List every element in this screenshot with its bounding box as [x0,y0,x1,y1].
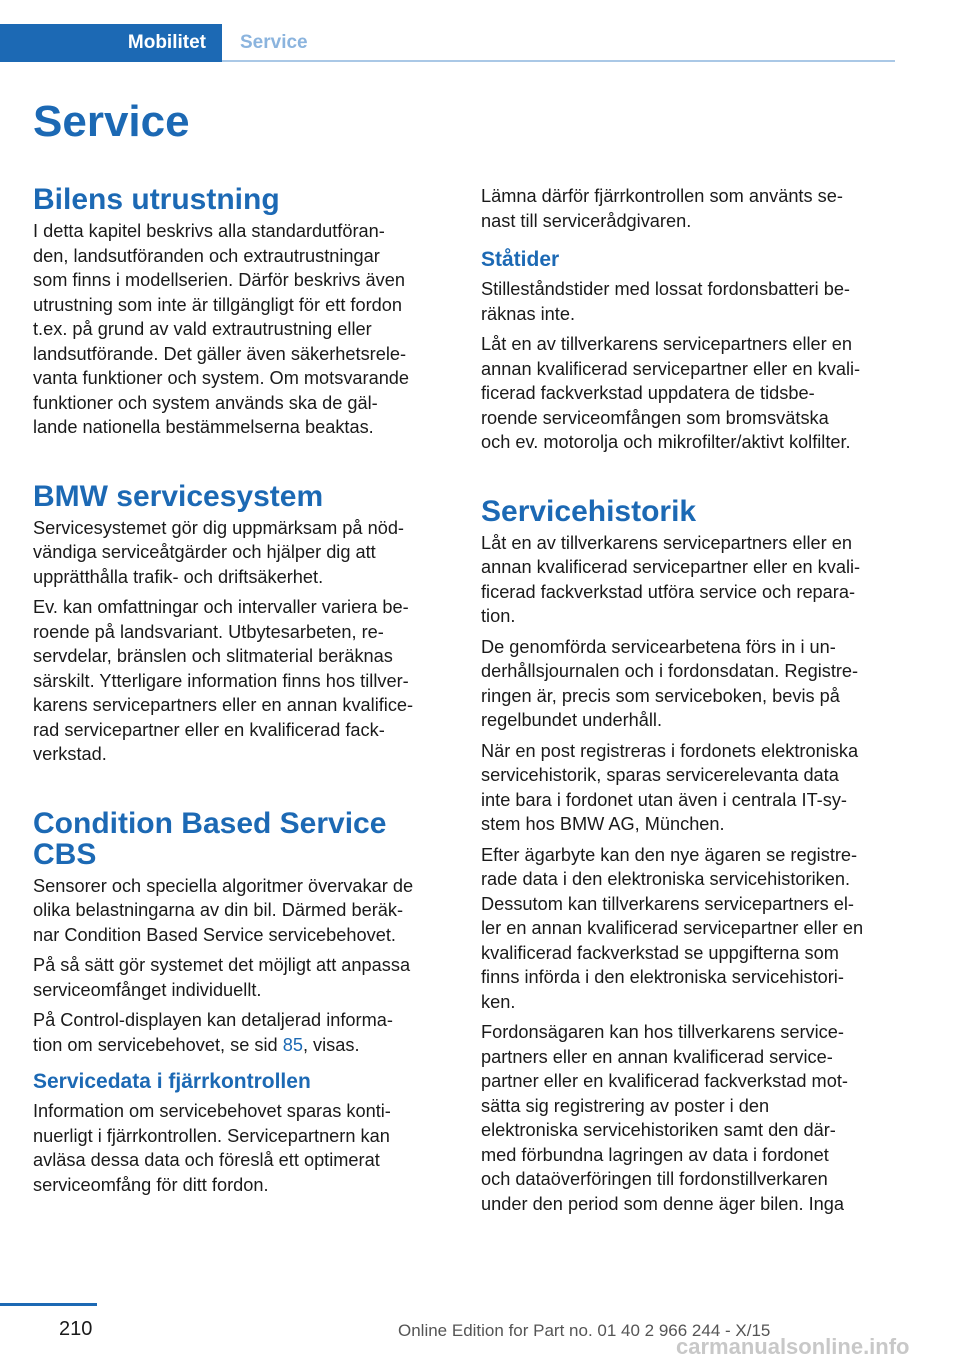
text-line: I detta kapitel beskrivs alla standardutföran- [33,221,385,241]
text-line: nast till servicerådgivaren. [481,210,692,231]
text-line: funktioner och system används ska de gäl- [33,392,378,413]
heading-bmw-servicesystem: BMW servicesystem [33,479,324,513]
text-line: inte bara i fordonet utan även i centrala IT-sy- [481,789,847,810]
text-line: ken. [481,991,516,1012]
text-line: Lämna därför fjärrkontrollen som använts se- [481,186,843,206]
text-line: roende serviceomfången som bromsvätska [481,407,829,428]
paragraph-cbs-3 [33,1008,448,1057]
right-column [481,184,896,1216]
text-line: utrustning som inte är tillgängligt för ett fordon [33,294,402,315]
paragraph-history-5 [481,1020,896,1216]
text-line: under den period som denne äger bilen. Inga [481,1193,845,1214]
text-line: roende på landsvariant. Utbytesarbeten, re- [33,621,384,642]
text-line: Servicesystemet gör dig uppmärksam på nöd- [33,517,404,538]
paragraph-remote [33,1099,448,1197]
text-line: sätta sig registrering av poster i den [481,1095,770,1116]
heading-bilens-utrustning: Bilens utrustning [33,183,280,216]
text-line: derhållsjournalen och i fordonsdatan. Registre- [481,661,859,681]
text-line: ler en annan kvalificerad servicepartner eller en [481,918,864,938]
paragraph-cbs-3-line1: På Control-displayen kan detaljerad informa- [33,1010,393,1030]
tab-mobilitet-label: Mobilitet [127,32,206,53]
heading-statider: Ståtider [481,248,560,271]
text-line: När en post registreras i fordonets elektroniska [481,740,859,761]
text-line: verkstad. [33,744,107,764]
text-line: servdelar, bränslen och slitmaterial beräknas [33,646,393,666]
paragraph-cbs-1 [33,874,448,948]
text-line: den, landsutföranden och extrautrustningar [33,245,380,266]
text-line: landsutförande. Det gäller även säkerhetsrele- [33,343,407,364]
text-line: räknas inte. [481,303,576,324]
text-line: ficerad fackverkstad uppdatera de tidsbe- [481,383,815,403]
text-line: De genomförda servicearbetena förs in i un- [481,636,836,657]
heading-condition-based-service [33,808,448,870]
paragraph-remote-continued [481,184,896,233]
paragraph-cbs-3-post: , visas. [302,1034,360,1055]
text-line: avläsa dessa data och föreslå ett optimerat [33,1150,380,1170]
page-link-85[interactable]: 85 [282,1034,303,1055]
text-line: Dessutom kan tillverkarens servicepartners el- [481,893,854,914]
text-line: stem hos BMW AG, München. [481,814,725,834]
page-number-rule [0,1303,97,1306]
text-line: som finns i modellserien. Därför beskrivs även [33,270,405,290]
text-line: Låt en av tillverkarens servicepartners eller en [481,532,852,553]
paragraph-history-4 [481,843,896,1015]
tab-service[interactable] [240,24,308,62]
heading-cbs-line1: Condition Based Service [33,806,387,840]
text-line: vändiga serviceåtgärder och hjälper dig att [33,542,376,562]
text-line: Sensorer och speciella algoritmer övervakar de [33,875,414,896]
text-line: Efter ägarbyte kan den nye ägaren se registre- [481,844,858,865]
text-line: annan kvalificerad servicepartner eller en kvali- [481,358,861,379]
text-line: rade data i den elektroniska servicehistoriken. [481,869,850,889]
site-watermark: carmanualsonline.info [676,1334,910,1359]
chapter-header [0,24,895,62]
text-line: och dataöverföringen till fordonstillverkaren [481,1169,828,1189]
text-line: ficerad fackverkstad utföra service och repara- [481,581,856,602]
heading-servicedata-remote: Servicedata i fjärrkontrollen [33,1070,311,1093]
text-line: regelbundet underhåll. [481,710,663,730]
paragraph-bmw-1 [33,516,448,590]
text-line: upprätthålla trafik- och driftsäkerhet. [33,566,324,587]
text-line: Ev. kan omfattningar och intervaller variera be- [33,597,409,617]
left-column [33,184,448,1197]
header-divider [222,60,895,62]
text-line: annan kvalificerad servicepartner eller en kvali- [481,557,861,577]
text-line: lande nationella bestämmelserna beaktas. [33,417,374,437]
text-line: Fordonsägaren kan hos tillverkarens service- [481,1022,844,1042]
paragraph-standstill-1 [481,277,896,326]
text-line: olika belastningarna av din bil. Därmed beräk- [33,900,404,920]
paragraph-history-2 [481,635,896,733]
text-line: serviceomfång för ditt fordon. [33,1174,269,1195]
text-line: finns införda i den elektroniska servicehistori- [481,967,844,987]
text-line: partner eller en kvalificerad fackverkstad mot- [481,1071,848,1091]
text-line: På så sätt gör systemet det möjligt att anpassa [33,955,411,975]
tab-mobilitet[interactable] [0,24,222,62]
paragraph-cbs-3-pre: tion om servicebehovet, se sid [33,1034,283,1055]
paragraph-standstill-2 [481,332,896,455]
heading-servicehistorik: Servicehistorik [481,494,697,528]
text-line: partners eller en annan kvalificerad service- [481,1046,833,1067]
paragraph-cbs-2 [33,953,448,1002]
text-line: Stilleståndstider med lossat fordonsbatteri be- [481,279,850,299]
tab-service-label: Service [240,32,308,53]
text-line: nar Condition Based Service servicebehovet. [33,924,396,945]
text-line: Låt en av tillverkarens servicepartners eller en [481,334,852,354]
text-line: elektroniska servicehistoriken samt den där- [481,1120,836,1140]
paragraph-history-3 [481,739,896,837]
paragraph-bmw-2 [33,595,448,767]
text-line: serviceomfånget individuellt. [33,979,262,1000]
paragraph-equipment [33,219,448,440]
text-line: ringen är, precis som serviceboken, bevis på [481,685,840,706]
text-line: servicehistorik, sparas servicerelevanta data [481,765,839,785]
text-line: kvalificerad fackverkstad se uppgifterna som [481,942,839,963]
text-line: vanta funktioner och system. Om motsvarande [33,368,410,388]
text-line: Information om servicebehovet sparas konti- [33,1101,391,1121]
edition-footer: Online Edition for Part no. 01 40 2 966 244 - X/15 [398,1321,771,1340]
text-line: med förbundna lagringen av data i fordonet [481,1144,829,1165]
text-line: nuerligt i fjärrkontrollen. Servicepartnern kan [33,1125,390,1146]
text-line: särskilt. Ytterligare information finns hos tillver- [33,670,409,691]
page-title: Service [33,97,190,146]
text-line: rad servicepartner eller en kvalificerad fack- [33,719,385,740]
paragraph-history-1 [481,531,896,629]
heading-cbs-line2: CBS [33,837,97,871]
text-line: karens servicepartners eller en annan kvalifice- [33,695,414,715]
text-line: och ev. motorolja och mikrofilter/aktivt kolfilter. [481,432,851,452]
page-number: 210 [59,1318,93,1340]
text-line: tion. [481,606,516,626]
text-line: t.ex. på grund av vald extrautrustning eller [33,319,372,339]
